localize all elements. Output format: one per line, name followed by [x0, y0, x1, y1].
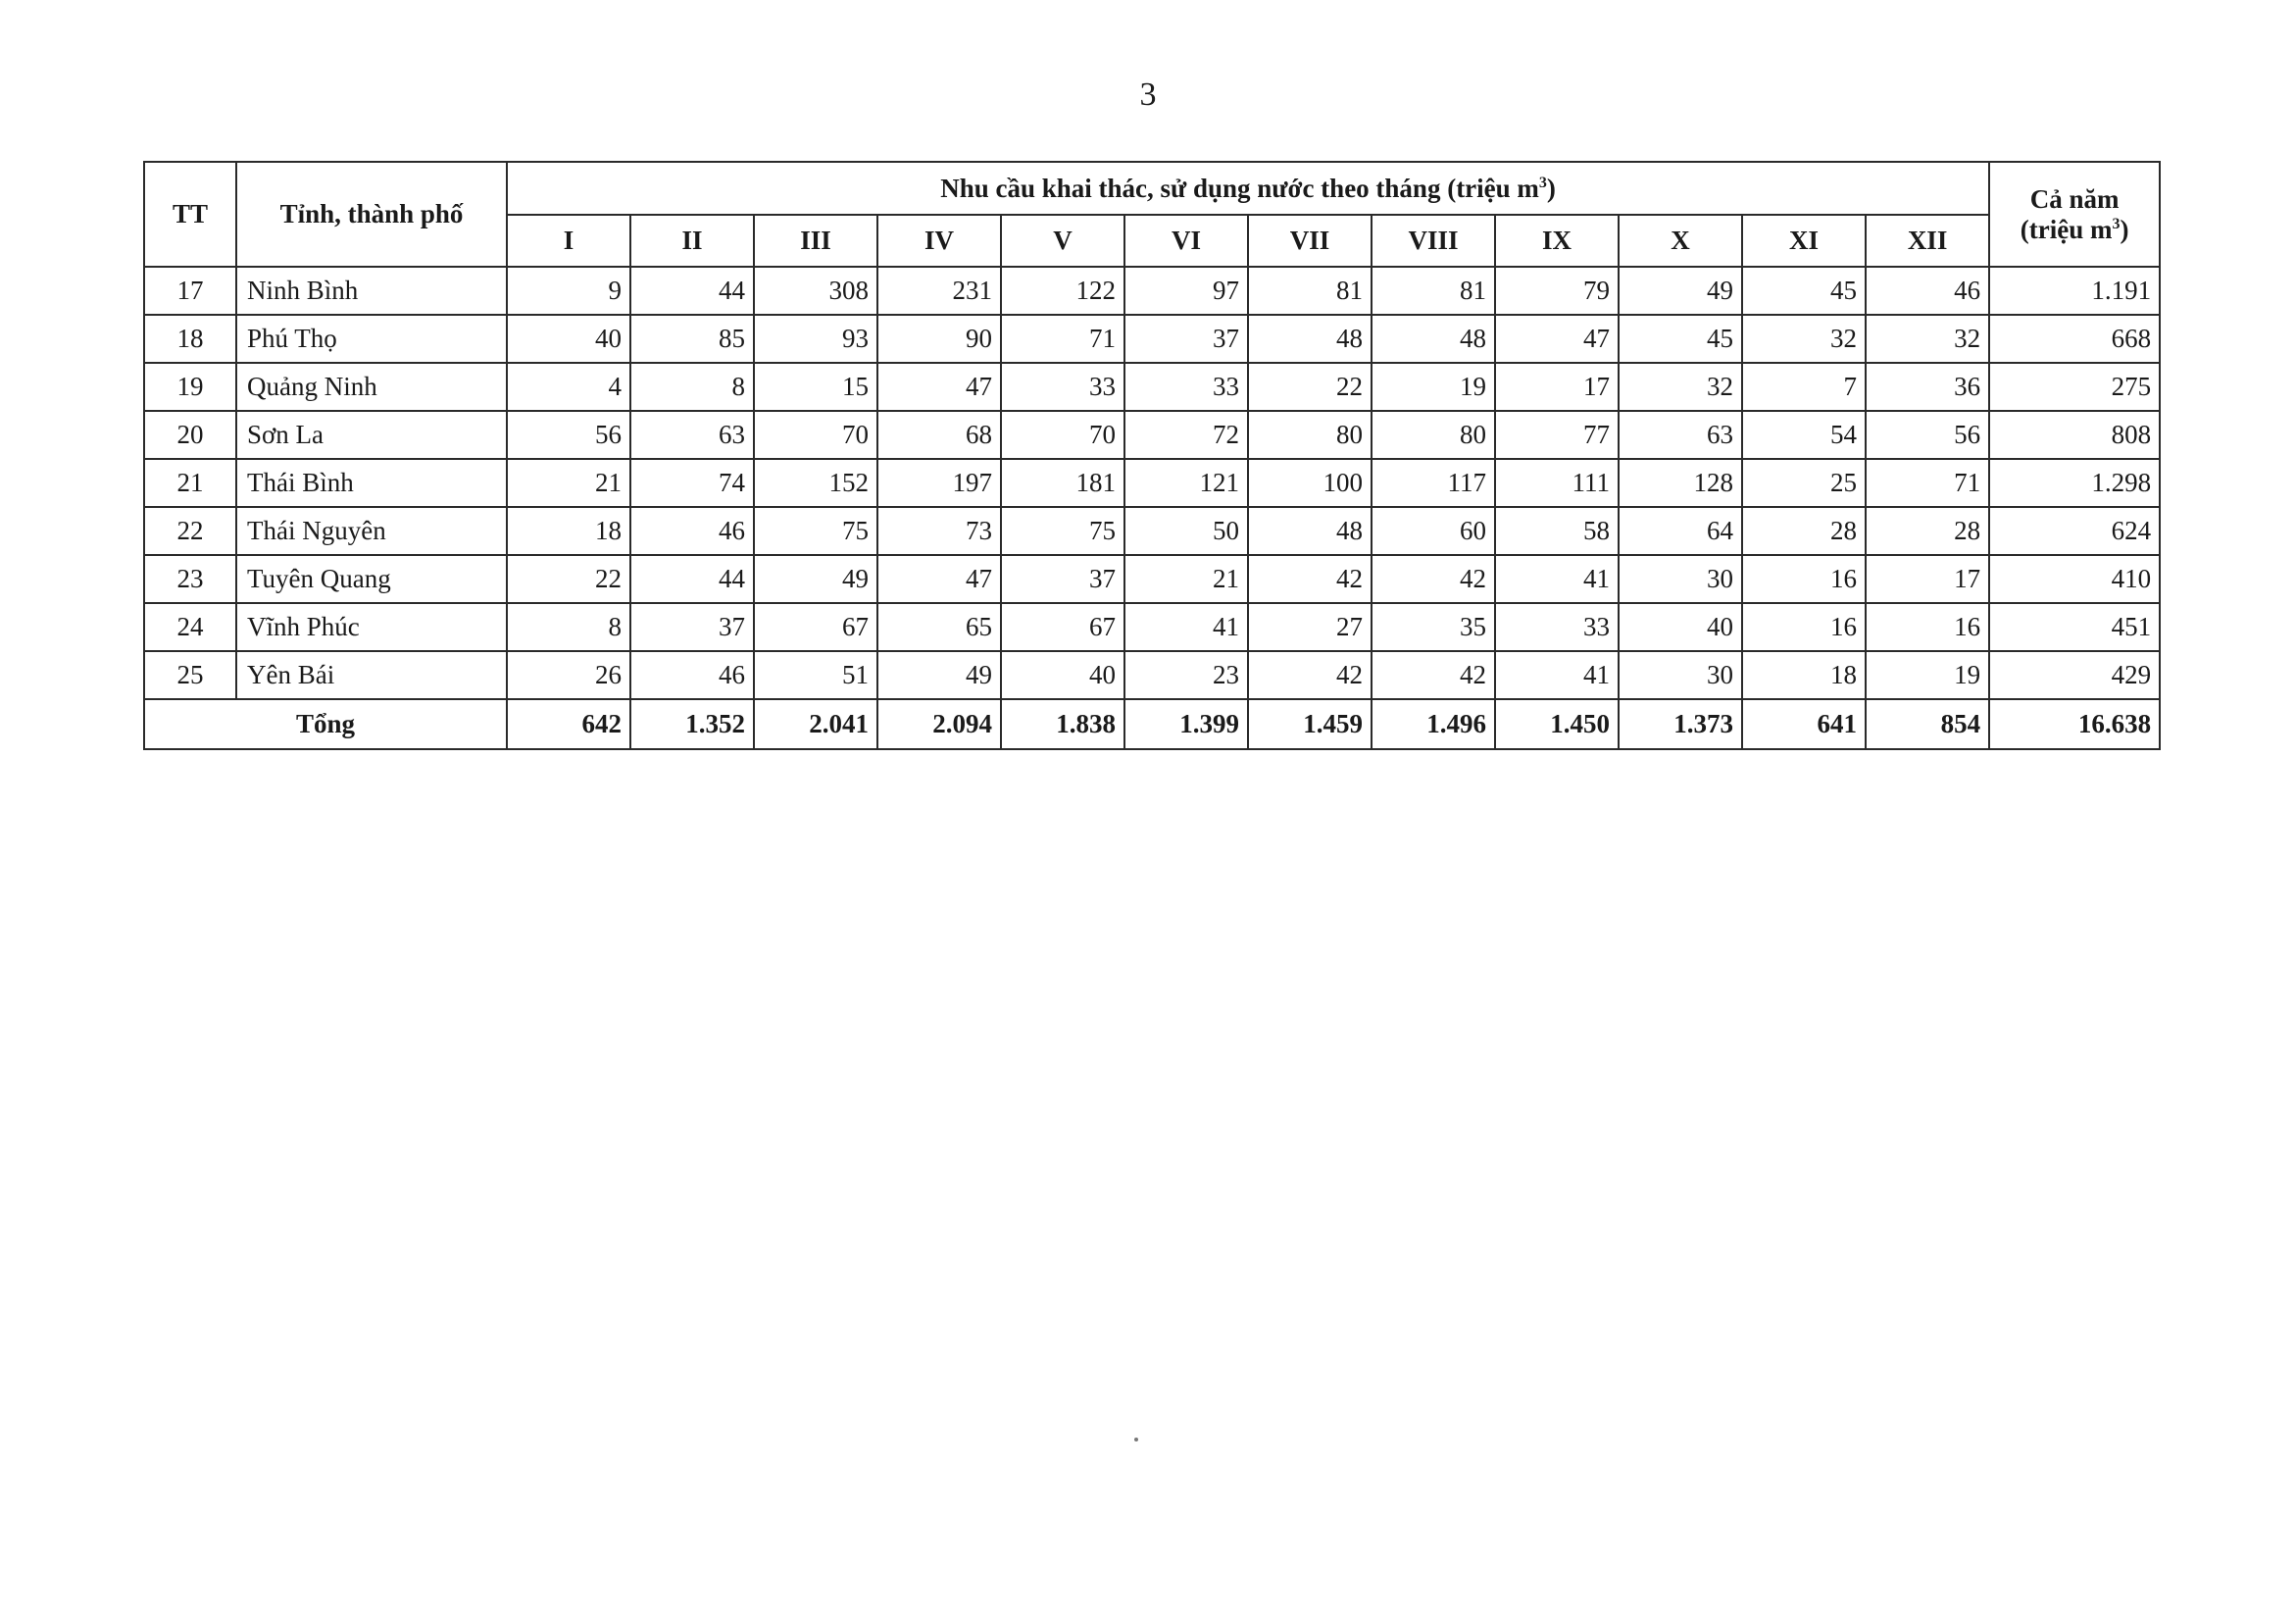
cell-month-value: 47	[877, 363, 1001, 411]
cell-month-value: 77	[1495, 411, 1619, 459]
cell-month-value: 181	[1001, 459, 1124, 507]
cell-month-value: 81	[1248, 267, 1372, 315]
cell-month-value: 49	[754, 555, 877, 603]
cell-month-value: 4	[507, 363, 630, 411]
cell-month-value: 111	[1495, 459, 1619, 507]
header-month: III	[754, 215, 877, 267]
cell-month-value: 41	[1124, 603, 1248, 651]
total-month-value: 642	[507, 699, 630, 749]
cell-month-value: 41	[1495, 651, 1619, 699]
cell-month-value: 75	[1001, 507, 1124, 555]
cell-month-value: 8	[630, 363, 754, 411]
total-month-value: 1.450	[1495, 699, 1619, 749]
cell-month-value: 32	[1866, 315, 1989, 363]
total-month-value: 1.399	[1124, 699, 1248, 749]
cell-province: Ninh Bình	[236, 267, 507, 315]
cell-month-value: 41	[1495, 555, 1619, 603]
cell-month-value: 65	[877, 603, 1001, 651]
cell-month-value: 37	[630, 603, 754, 651]
cell-month-value: 40	[507, 315, 630, 363]
cell-year-total: 410	[1989, 555, 2160, 603]
cell-month-value: 32	[1619, 363, 1742, 411]
cell-month-value: 64	[1619, 507, 1742, 555]
table-body	[144, 267, 2160, 749]
cell-month-value: 121	[1124, 459, 1248, 507]
cell-year-total: 624	[1989, 507, 2160, 555]
cell-month-value: 18	[1742, 651, 1866, 699]
total-month-value: 1.373	[1619, 699, 1742, 749]
cell-month-value: 47	[1495, 315, 1619, 363]
cell-tt: 19	[144, 363, 236, 411]
cell-month-value: 67	[1001, 603, 1124, 651]
cell-province: Thái Bình	[236, 459, 507, 507]
cell-month-value: 63	[630, 411, 754, 459]
cell-month-value: 25	[1742, 459, 1866, 507]
water-demand-table	[143, 161, 2161, 750]
cell-month-value: 75	[754, 507, 877, 555]
cell-month-value: 47	[877, 555, 1001, 603]
cell-month-value: 22	[507, 555, 630, 603]
cell-month-value: 21	[1124, 555, 1248, 603]
total-month-value: 2.041	[754, 699, 877, 749]
cell-month-value: 85	[630, 315, 754, 363]
total-month-value: 641	[1742, 699, 1866, 749]
cell-month-value: 42	[1248, 555, 1372, 603]
total-month-value: 1.496	[1372, 699, 1495, 749]
table-row	[144, 363, 2160, 411]
cell-month-value: 128	[1619, 459, 1742, 507]
total-year-value: 16.638	[1989, 699, 2160, 749]
cell-month-value: 197	[877, 459, 1001, 507]
cell-month-value: 49	[877, 651, 1001, 699]
header-month: VII	[1248, 215, 1372, 267]
cell-year-total: 429	[1989, 651, 2160, 699]
header-month: XII	[1866, 215, 1989, 267]
cell-month-value: 54	[1742, 411, 1866, 459]
cell-month-value: 16	[1866, 603, 1989, 651]
cell-month-value: 17	[1866, 555, 1989, 603]
cell-month-value: 19	[1866, 651, 1989, 699]
cell-province: Sơn La	[236, 411, 507, 459]
cell-province: Yên Bái	[236, 651, 507, 699]
cell-month-value: 44	[630, 267, 754, 315]
cell-year-total: 1.298	[1989, 459, 2160, 507]
cell-month-value: 42	[1372, 651, 1495, 699]
cell-month-value: 40	[1001, 651, 1124, 699]
header-month: V	[1001, 215, 1124, 267]
cell-province: Phú Thọ	[236, 315, 507, 363]
cell-month-value: 37	[1001, 555, 1124, 603]
cell-month-value: 46	[630, 651, 754, 699]
cell-month-value: 74	[630, 459, 754, 507]
cell-month-value: 122	[1001, 267, 1124, 315]
header-month: IX	[1495, 215, 1619, 267]
cell-province: Thái Nguyên	[236, 507, 507, 555]
header-month: VI	[1124, 215, 1248, 267]
cell-month-value: 80	[1372, 411, 1495, 459]
cell-month-value: 90	[877, 315, 1001, 363]
total-month-value: 854	[1866, 699, 1989, 749]
cell-month-value: 79	[1495, 267, 1619, 315]
cell-month-value: 30	[1619, 555, 1742, 603]
cell-month-value: 63	[1619, 411, 1742, 459]
cell-month-value: 17	[1495, 363, 1619, 411]
cell-tt: 24	[144, 603, 236, 651]
cell-month-value: 49	[1619, 267, 1742, 315]
cell-province: Tuyên Quang	[236, 555, 507, 603]
cell-month-value: 67	[754, 603, 877, 651]
cell-month-value: 50	[1124, 507, 1248, 555]
cell-tt: 20	[144, 411, 236, 459]
total-month-value: 1.352	[630, 699, 754, 749]
total-month-value: 1.459	[1248, 699, 1372, 749]
cell-month-value: 117	[1372, 459, 1495, 507]
cell-month-value: 35	[1372, 603, 1495, 651]
cell-month-value: 16	[1742, 603, 1866, 651]
header-month: VIII	[1372, 215, 1495, 267]
cell-tt: 18	[144, 315, 236, 363]
header-year: Cả năm (triệu $m^3$)	[1989, 162, 2160, 267]
cell-year-total: 668	[1989, 315, 2160, 363]
page-number: 3	[1139, 76, 1157, 113]
cell-year-total: 1.191	[1989, 267, 2160, 315]
cell-month-value: 44	[630, 555, 754, 603]
header-month: X	[1619, 215, 1742, 267]
cell-month-value: 70	[754, 411, 877, 459]
cell-month-value: 42	[1372, 555, 1495, 603]
cell-province: Quảng Ninh	[236, 363, 507, 411]
cell-month-value: 33	[1124, 363, 1248, 411]
header-month: IV	[877, 215, 1001, 267]
cell-year-total: 275	[1989, 363, 2160, 411]
header-month: I	[507, 215, 630, 267]
cell-month-value: 28	[1866, 507, 1989, 555]
cell-month-value: 56	[1866, 411, 1989, 459]
cell-month-value: 19	[1372, 363, 1495, 411]
total-row	[144, 699, 2160, 749]
cell-month-value: 40	[1619, 603, 1742, 651]
cell-month-value: 15	[754, 363, 877, 411]
cell-month-value: 70	[1001, 411, 1124, 459]
cell-month-value: 30	[1619, 651, 1742, 699]
cell-month-value: 36	[1866, 363, 1989, 411]
cell-month-value: 72	[1124, 411, 1248, 459]
table-row	[144, 459, 2160, 507]
cell-month-value: 71	[1001, 315, 1124, 363]
cell-month-value: 45	[1619, 315, 1742, 363]
cell-tt: 17	[144, 267, 236, 315]
cell-month-value: 58	[1495, 507, 1619, 555]
cell-month-value: 48	[1248, 315, 1372, 363]
cell-month-value: 60	[1372, 507, 1495, 555]
table-header	[144, 162, 2160, 267]
cell-month-value: 7	[1742, 363, 1866, 411]
cell-month-value: 22	[1248, 363, 1372, 411]
cell-month-value: 42	[1248, 651, 1372, 699]
cell-month-value: 308	[754, 267, 877, 315]
cell-year-total: 451	[1989, 603, 2160, 651]
table-row	[144, 555, 2160, 603]
cell-month-value: 81	[1372, 267, 1495, 315]
cell-month-value: 46	[1866, 267, 1989, 315]
header-month: II	[630, 215, 754, 267]
header-month: XI	[1742, 215, 1866, 267]
cell-month-value: 100	[1248, 459, 1372, 507]
cell-month-value: 27	[1248, 603, 1372, 651]
cell-month-value: 97	[1124, 267, 1248, 315]
cell-month-value: 51	[754, 651, 877, 699]
cell-tt: 22	[144, 507, 236, 555]
cell-month-value: 152	[754, 459, 877, 507]
table-row	[144, 651, 2160, 699]
cell-tt: 21	[144, 459, 236, 507]
cell-month-value: 71	[1866, 459, 1989, 507]
header-tt: TT	[144, 162, 236, 267]
cell-month-value: 33	[1001, 363, 1124, 411]
cell-month-value: 21	[507, 459, 630, 507]
cell-province: Vĩnh Phúc	[236, 603, 507, 651]
cell-month-value: 26	[507, 651, 630, 699]
cell-month-value: 56	[507, 411, 630, 459]
cell-tt: 25	[144, 651, 236, 699]
total-month-value: 2.094	[877, 699, 1001, 749]
table-row	[144, 267, 2160, 315]
cell-month-value: 93	[754, 315, 877, 363]
scan-speck	[1134, 1438, 1138, 1441]
cell-month-value: 46	[630, 507, 754, 555]
cell-year-total: 808	[1989, 411, 2160, 459]
header-province: Tỉnh, thành phố	[236, 162, 507, 267]
cell-month-value: 45	[1742, 267, 1866, 315]
total-month-value: 1.838	[1001, 699, 1124, 749]
cell-month-value: 32	[1742, 315, 1866, 363]
cell-month-value: 9	[507, 267, 630, 315]
cell-month-value: 48	[1248, 507, 1372, 555]
cell-month-value: 37	[1124, 315, 1248, 363]
cell-month-value: 231	[877, 267, 1001, 315]
cell-month-value: 80	[1248, 411, 1372, 459]
cell-month-value: 23	[1124, 651, 1248, 699]
table-row	[144, 507, 2160, 555]
cell-month-value: 73	[877, 507, 1001, 555]
total-label: Tổng	[144, 699, 507, 749]
cell-month-value: 48	[1372, 315, 1495, 363]
cell-month-value: 18	[507, 507, 630, 555]
cell-tt: 23	[144, 555, 236, 603]
cell-month-value: 28	[1742, 507, 1866, 555]
table-row	[144, 315, 2160, 363]
cell-month-value: 33	[1495, 603, 1619, 651]
table-row	[144, 411, 2160, 459]
header-monthly-group: Nhu cầu khai thác, sử dụng nước theo tháng (triệu $m^3$)	[507, 162, 1989, 215]
cell-month-value: 68	[877, 411, 1001, 459]
cell-month-value: 8	[507, 603, 630, 651]
table-row	[144, 603, 2160, 651]
cell-month-value: 16	[1742, 555, 1866, 603]
